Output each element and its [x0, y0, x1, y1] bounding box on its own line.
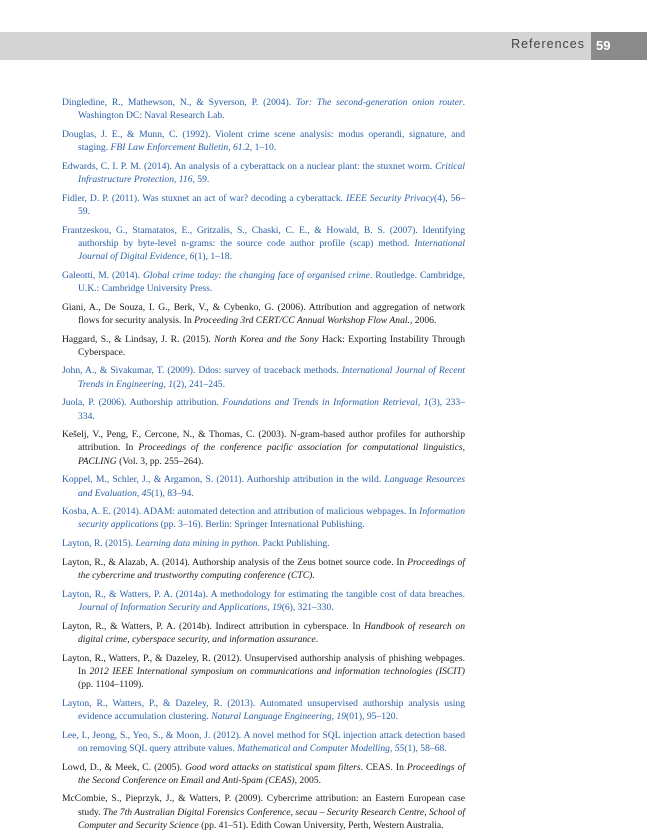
reference-text: Layton, R., Watters, P., & Dazeley, R. (2013). Automated unsupervised authorship analysis using evidence accumulation clustering. — [62, 697, 465, 722]
reference-text: McCombie, S., Pieprzyk, J., & Watters, P. (2009). Cybercrime attribution: an Eastern European case study. — [62, 793, 465, 818]
reference-text: . Routledge. Cambridge, U.K.: Cambridge University Press. — [78, 269, 466, 294]
reference-entry[interactable] — [62, 396, 465, 422]
reference-text: (pp. 41–51). Edith Cowan University, Perth, Western Australia. — [198, 819, 444, 831]
reference-entry — [62, 333, 465, 359]
reference-entry — [62, 761, 465, 787]
reference-text: Layton, R., & Watters, P. A. (2014b). Indirect attribution in cyberspace. In — [62, 620, 365, 632]
reference-text: (Vol. 3, pp. 255–264). — [116, 455, 204, 467]
reference-text: Layton, R., & Watters, P. A. (2014a). A methodology for estimating the tangible cost of data breaches. — [62, 588, 465, 600]
reference-text: (pp. 3–16). Berlin: Springer International Publishing. — [158, 519, 365, 531]
reference-title: Proceedings of the cybercrime and trustworthy computing conference (CTC) — [78, 556, 465, 582]
reference-title: Proceeding 3rd CERT/CC Annual Workshop Flow Anal. — [194, 314, 410, 326]
reference-text: .2, 1–10. — [242, 142, 277, 154]
reference-title: Proceedings of the conference pacific association for computational linguistics, PACLING — [78, 442, 465, 467]
reference-text: Layton, R., & Alazab, A. (2014). Authorship analysis of the Zeus botnet source code. In — [62, 556, 408, 568]
page-number: 59 — [591, 32, 647, 60]
reference-title: Learning data mining in python — [135, 538, 258, 550]
reference-entry[interactable] — [62, 224, 465, 264]
reference-entry — [62, 652, 465, 692]
reference-title: Critical Infrastructure Protection, 116 — [78, 160, 465, 186]
reference-text: Hack: Exporting Instability Through Cyberspace. — [78, 333, 465, 358]
reference-text: Edwards, C. I. P. M. (2014). An analysis of a cyberattack on a nuclear plant: the stuxnet worm. — [62, 160, 436, 172]
reference-title: International Journal of Digital Evidence, 6 — [78, 237, 465, 263]
reference-text: . — [315, 633, 319, 645]
reference-text: Frantzeskou, G., Stamatatos, E., Gritzalis, S., Chaski, C. E., & Howald, B. S. (2007). Identifying authorship by byte-level n-grams: the source code author profile (scap) method. — [62, 224, 465, 249]
reference-text: . Packt Publishing. — [257, 538, 330, 550]
reference-text: Layton, R., Watters, P., & Dazeley, R. (2012). Unsupervised authorship analysis of phishing webpages. In — [62, 652, 465, 677]
reference-entry[interactable] — [62, 505, 465, 531]
reference-title: Global crime today: the changing face of organised crime — [142, 269, 370, 281]
reference-list — [62, 96, 465, 838]
reference-text: (01), 95–120. — [346, 710, 399, 722]
reference-entry[interactable] — [62, 729, 465, 755]
reference-title: Natural Language Engineering, 19 — [211, 710, 347, 722]
reference-text: Lowd, D., & Meek, C. (2005). — [62, 761, 186, 773]
reference-entry[interactable] — [62, 537, 465, 550]
reference-title: Good word attacks on statistical spam filters — [185, 761, 361, 773]
reference-title: FBI Law Enforcement Bulletin, 61 — [110, 142, 243, 154]
reference-entry — [62, 620, 465, 646]
reference-entry[interactable] — [62, 128, 465, 154]
reference-entry[interactable] — [62, 473, 465, 499]
reference-text: . CEAS. In — [360, 761, 407, 773]
reference-text: Layton, R. (2015). — [62, 538, 136, 550]
reference-title: Tor: The second-generation onion router — [295, 97, 463, 108]
reference-text: Fidler, D. P. (2011). Was stuxnet an act of war? decoding a cyberattack. — [62, 192, 347, 204]
reference-title: Handbook of research on digital crime, cyberspace security, and information assurance — [78, 620, 465, 645]
reference-text: (1), 83–94. — [151, 487, 194, 499]
reference-text: John, A., & Sivakumar, T. (2009). Ddos: survey of traceback methods. — [62, 365, 342, 377]
reference-entry[interactable] — [62, 364, 465, 390]
reference-text: Giani, A., De Souza, I. G., Berk, V., & Cybenko, G. (2006). Attribution and aggregation of network flows for security analysis. In — [62, 301, 465, 326]
reference-title: International Journal of Recent Trends in Engineering, 1 — [78, 365, 465, 390]
reference-entry — [62, 556, 465, 582]
reference-text: (6), 321–330. — [281, 602, 334, 613]
reference-title: 2012 IEEE International symposium on communications and information technologies (ISCIT) — [89, 665, 466, 677]
reference-text: Galeotti, M. (2014). — [62, 269, 143, 281]
reference-title: IEEE Security Privacy — [346, 192, 435, 204]
reference-title: Information security applications — [78, 506, 465, 531]
reference-text: (1), 1–18. — [194, 251, 233, 263]
reference-text: (3), 233–334. — [78, 397, 465, 422]
reference-text: (4), 56–59. — [78, 192, 466, 217]
reference-entry — [62, 301, 465, 327]
reference-title: Mathematical and Computer Modelling, 55 — [237, 742, 405, 754]
reference-title: Foundations and Trends in Information Retrieval, 1 — [222, 397, 429, 409]
reference-text: , 2005. — [294, 774, 322, 786]
reference-text: (2), 241–245. — [173, 378, 226, 390]
reference-text: Koppel, M., Schler, J., & Argamon, S. (2011). Authorship attribution in the wild. — [62, 474, 385, 486]
reference-title: The 7th Australian Digital Forensics Conference, secau – Security Research Centre, School of Computer and Security Science — [78, 806, 465, 831]
reference-entry[interactable] — [62, 192, 465, 218]
reference-entry — [62, 428, 465, 468]
reference-text: Douglas, J. E., & Munn, C. (1992). Violent crime scene analysis: modus operandi, signature, and staging. — [62, 128, 465, 154]
reference-text: (1), 58–68. — [404, 742, 447, 754]
reference-title: North Korea and the Sony — [214, 333, 319, 345]
reference-entry[interactable] — [62, 160, 465, 186]
reference-entry[interactable] — [62, 697, 465, 723]
reference-entry[interactable] — [62, 96, 465, 122]
reference-text: Kešelj, V., Peng, F., Cercone, N., & Thomas, C. (2003). N-gram-based author profiles for authorship attribution. In — [62, 429, 465, 454]
reference-entry[interactable] — [62, 588, 465, 614]
reference-title: Language Resources and Evaluation, 45 — [78, 474, 465, 499]
reference-title: Proceedings of the Second Conference on Email and Anti-Spam (CEAS) — [78, 761, 465, 786]
reference-entry — [62, 792, 465, 832]
reference-text: . — [312, 570, 315, 582]
reference-text: Haggard, S., & Lindsay, J. R. (2015). — [62, 333, 215, 345]
section-title: References — [511, 37, 585, 51]
reference-text: Dingledine, R., Mathewson, N., & Syverson, P. (2004). — [62, 97, 296, 108]
running-header — [0, 32, 647, 60]
reference-text: , 59. — [192, 174, 210, 186]
reference-entry[interactable] — [62, 269, 465, 295]
reference-text: . Washington DC: Naval Research Lab. — [78, 97, 466, 122]
reference-text: (pp. 1104–1109). — [78, 679, 144, 691]
reference-text: Juola, P. (2006). Authorship attribution. — [62, 397, 223, 409]
reference-title: Journal of Information Security and Applications, 19 — [78, 602, 282, 613]
reference-text: Lee, I., Jeong, S., Yeo, S., & Moon, J. (2012). A novel method for SQL injection attack detection based on removing SQL query attribute values. — [62, 729, 465, 754]
reference-text: Kosba, A. E. (2014). ADAM: automated detection and attribution of malicious webpages. In — [62, 506, 420, 518]
reference-text: , 2006. — [409, 314, 437, 326]
